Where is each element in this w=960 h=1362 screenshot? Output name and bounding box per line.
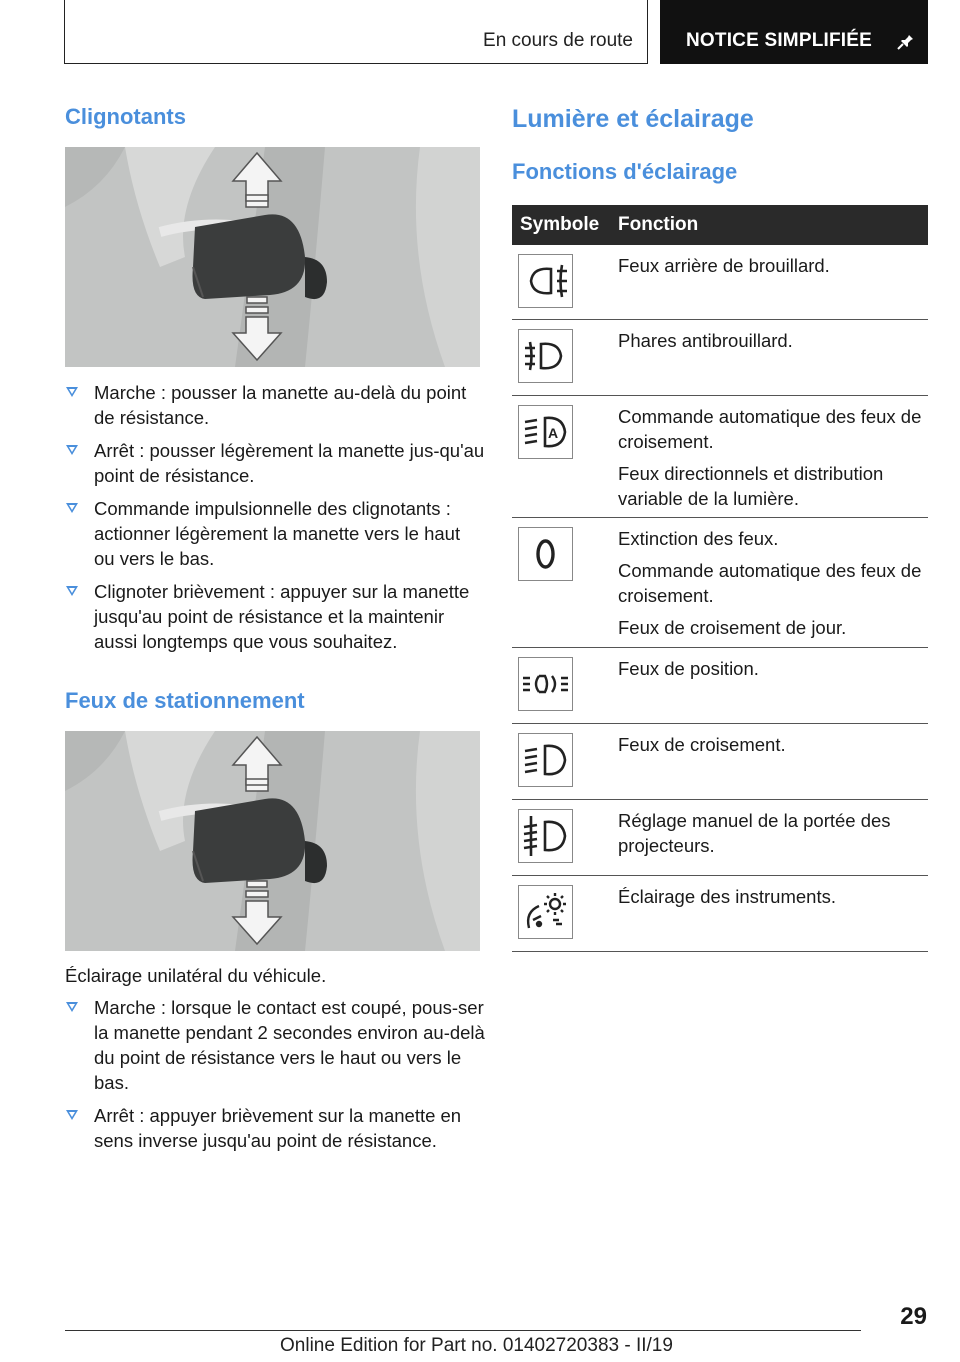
header-chapter-title: NOTICE SIMPLIFIÉE xyxy=(686,30,873,51)
header-section-title: En cours de route xyxy=(483,30,633,51)
table-row xyxy=(512,245,928,320)
list-item: Arrêt : appuyer brièvement sur la manette en sens inverse jusqu'au point de résistance. xyxy=(65,1103,485,1153)
lighting-functions-table xyxy=(512,205,928,952)
bullet-triangle-icon xyxy=(66,445,78,455)
bullet-triangle-icon xyxy=(66,1002,78,1012)
header-chapter-box xyxy=(660,0,928,64)
table-row xyxy=(512,396,928,518)
column-header-function: Fonction xyxy=(618,214,699,235)
auto-headlight-icon xyxy=(518,405,573,459)
rear-fog-light-icon xyxy=(518,254,573,308)
header-section-box xyxy=(64,0,648,64)
list-item: Commande impulsionnelle des clignotants : actionner légèrement la manette vers le haut ou vers le bas. xyxy=(65,496,485,571)
subsection-heading-lighting-functions: Fonctions d'éclairage xyxy=(512,159,738,184)
function-description: Feux de position. xyxy=(618,658,759,679)
turn-signal-instructions xyxy=(65,380,485,662)
section-heading-lighting: Lumière et éclairage xyxy=(512,105,754,133)
instrument-lighting-icon xyxy=(518,885,573,939)
svg-text:A: A xyxy=(548,425,559,441)
parking-light-instructions xyxy=(65,995,485,1161)
footer-edition: Online Edition for Part no. 01402720383 - II/19 xyxy=(280,1335,673,1356)
parking-light-intro: Éclairage unilatéral du véhicule. xyxy=(65,965,327,986)
section-heading-parking-lights: Feux de stationnement xyxy=(65,688,305,713)
section-heading-turn-signals: Clignotants xyxy=(65,104,186,129)
table-row xyxy=(512,724,928,800)
parking-light-lever-photo xyxy=(65,731,480,951)
function-description: Extinction des feux. Commande automatique des feux de croisement. Feux de croisement de jour. xyxy=(618,528,922,638)
front-fog-light-icon xyxy=(518,329,573,383)
headlight-range-icon xyxy=(518,809,573,863)
list-item: Clignoter brièvement : appuyer sur la manette jusqu'au point de résistance et la maintenir aussi longtemps que vous souhaitez. xyxy=(65,579,485,654)
table-row xyxy=(512,518,928,648)
list-item: Arrêt : pousser légèrement la manette jus-qu'au point de résistance. xyxy=(65,438,485,488)
function-description: Feux arrière de brouillard. xyxy=(618,255,830,276)
pin-icon xyxy=(896,30,918,52)
bullet-triangle-icon xyxy=(66,1110,78,1120)
table-row xyxy=(512,320,928,396)
table-header xyxy=(512,205,928,245)
parking-light-icon xyxy=(518,657,573,711)
function-description: Éclairage des instruments. xyxy=(618,886,836,907)
page-number: 29 xyxy=(900,1303,927,1330)
function-description: Commande automatique des feux de croisement. Feux directionnels et distribution variable de la lumière. xyxy=(618,406,922,509)
column-header-symbol: Symbole xyxy=(520,214,600,235)
table-row xyxy=(512,648,928,724)
function-description: Phares antibrouillard. xyxy=(618,330,793,351)
list-item: Marche : pousser la manette au-delà du point de résistance. xyxy=(65,380,485,430)
bullet-triangle-icon xyxy=(66,387,78,397)
list-item: Marche : lorsque le contact est coupé, pous-ser la manette pendant 2 secondes environ au-delà du point de résistance vers le haut ou vers le bas. xyxy=(65,995,485,1095)
footer-divider xyxy=(65,1330,861,1331)
bullet-triangle-icon xyxy=(66,503,78,513)
table-row xyxy=(512,800,928,876)
function-description: Feux de croisement. xyxy=(618,734,786,755)
turn-signal-lever-photo xyxy=(65,147,480,367)
table-row xyxy=(512,876,928,952)
bullet-triangle-icon xyxy=(66,586,78,596)
low-beam-icon xyxy=(518,733,573,787)
function-description: Réglage manuel de la portée des projecteurs. xyxy=(618,810,891,856)
lights-off-icon xyxy=(518,527,573,581)
